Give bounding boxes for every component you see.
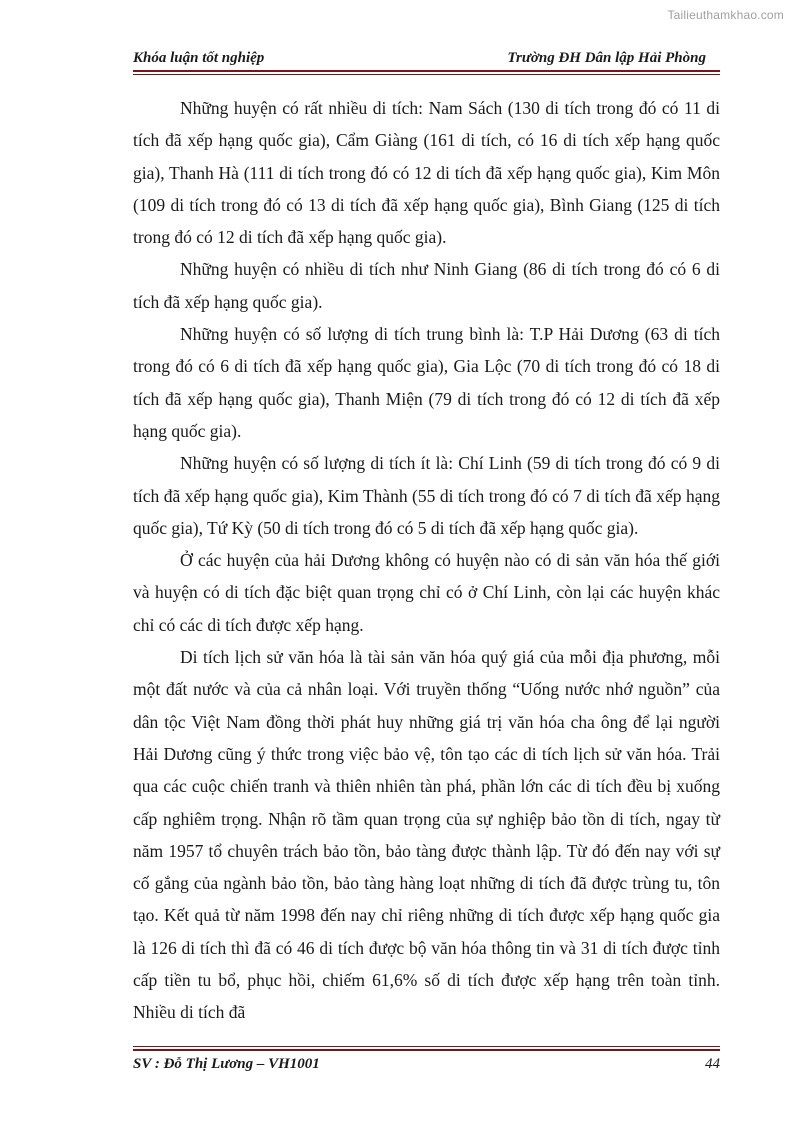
paragraph: Ở các huyện của hải Dương không có huyện nào có di sản văn hóa thế giới và huyện có di tích đặc biệt quan trọng chỉ có ở Chí Linh, còn lại các huyện khác chỉ có các di tích được xếp hạng. <box>133 550 720 635</box>
body-text <box>133 92 720 1029</box>
paragraph: Những huyện có rất nhiều di tích: Nam Sách (130 di tích trong đó có 11 di tích đã xếp hạng quốc gia), Cẩm Giàng (161 di tích, có 16 di tích xếp hạng quốc gia), Thanh Hà (111 di tích trong đó có 12 di tích đã xếp hạng quốc gia), Kim Môn (109 di tích trong đó có 13 di tích đã xếp hạng quốc gia), Bình Giang (125 di tích trong đó có 12 di tích đã xếp hạng quốc gia). <box>133 98 720 248</box>
header-divider-thick <box>133 70 720 72</box>
header-thesis-label: Khóa luận tốt nghiệp <box>133 50 265 66</box>
page-footer <box>133 1056 720 1078</box>
page-number: 44 <box>705 1056 720 1072</box>
footer-divider-thick <box>133 1049 720 1051</box>
paragraph: Những huyện có nhiều di tích như Ninh Giang (86 di tích trong đó có 6 di tích đã xếp hạng quốc gia). <box>133 259 720 312</box>
page-header <box>133 50 706 72</box>
header-university-name: Trường ĐH Dân lập Hải Phòng <box>507 50 706 66</box>
paragraph: Những huyện có số lượng di tích ít là: Chí Linh (59 di tích trong đó có 9 di tích đã xếp hạng quốc gia), Kim Thành (55 di tích trong đó có 7 di tích đã xếp hạng quốc gia), Tứ Kỳ (50 di tích trong đó có 5 di tích đã xếp hạng quốc gia). <box>133 453 720 538</box>
footer-divider-thin <box>133 1046 720 1047</box>
footer-student-label: SV : Đỗ Thị Lương – VH1001 <box>133 1056 320 1072</box>
paragraph: Di tích lịch sử văn hóa là tài sản văn hóa quý giá của mỗi địa phương, mỗi một đất nước và của cả nhân loại. Với truyền thống “Uống nước nhớ nguồn” của dân tộc Việt Nam đồng thời phát huy những giá trị văn hóa cha ông để lại người Hải Dương cũng ý thức trong việc bảo vệ, tôn tạo các di tích lịch sử văn hóa. Trải qua các cuộc chiến tranh và thiên nhiên tàn phá, phần lớn các di tích đều bị xuống cấp nghiêm trọng. Nhận rõ tầm quan trọng của sự nghiệp bảo tồn di tích, ngay từ năm 1957 tổ chuyên trách bảo tồn, bảo tàng được thành lập. Từ đó đến nay với sự cố gắng của ngành bảo tồn, bảo tàng hàng loạt những di tích đã được trùng tu, tôn tạo. Kết quả từ năm 1998 đến nay chỉ riêng những di tích được xếp hạng quốc gia là 126 di tích thì đã có 46 di tích được bộ văn hóa thông tin và 31 di tích được tỉnh cấp tiền tu bổ, phục hồi, chiếm 61,6% số di tích được xếp hạng trên toàn tỉnh. Nhiều di tích đã <box>133 647 720 1023</box>
paragraph: Những huyện có số lượng di tích trung bình là: T.P Hải Dương (63 di tích trong đó có 6 di tích đã xếp hạng quốc gia), Gia Lộc (70 di tích trong đó có 18 di tích đã xếp hạng quốc gia), Thanh Miện (79 di tích trong đó có 12 di tích đã xếp hạng quốc gia). <box>133 324 720 441</box>
watermark-text: Tailieuthamkhao.com <box>667 8 784 22</box>
header-divider-thin <box>133 74 720 75</box>
